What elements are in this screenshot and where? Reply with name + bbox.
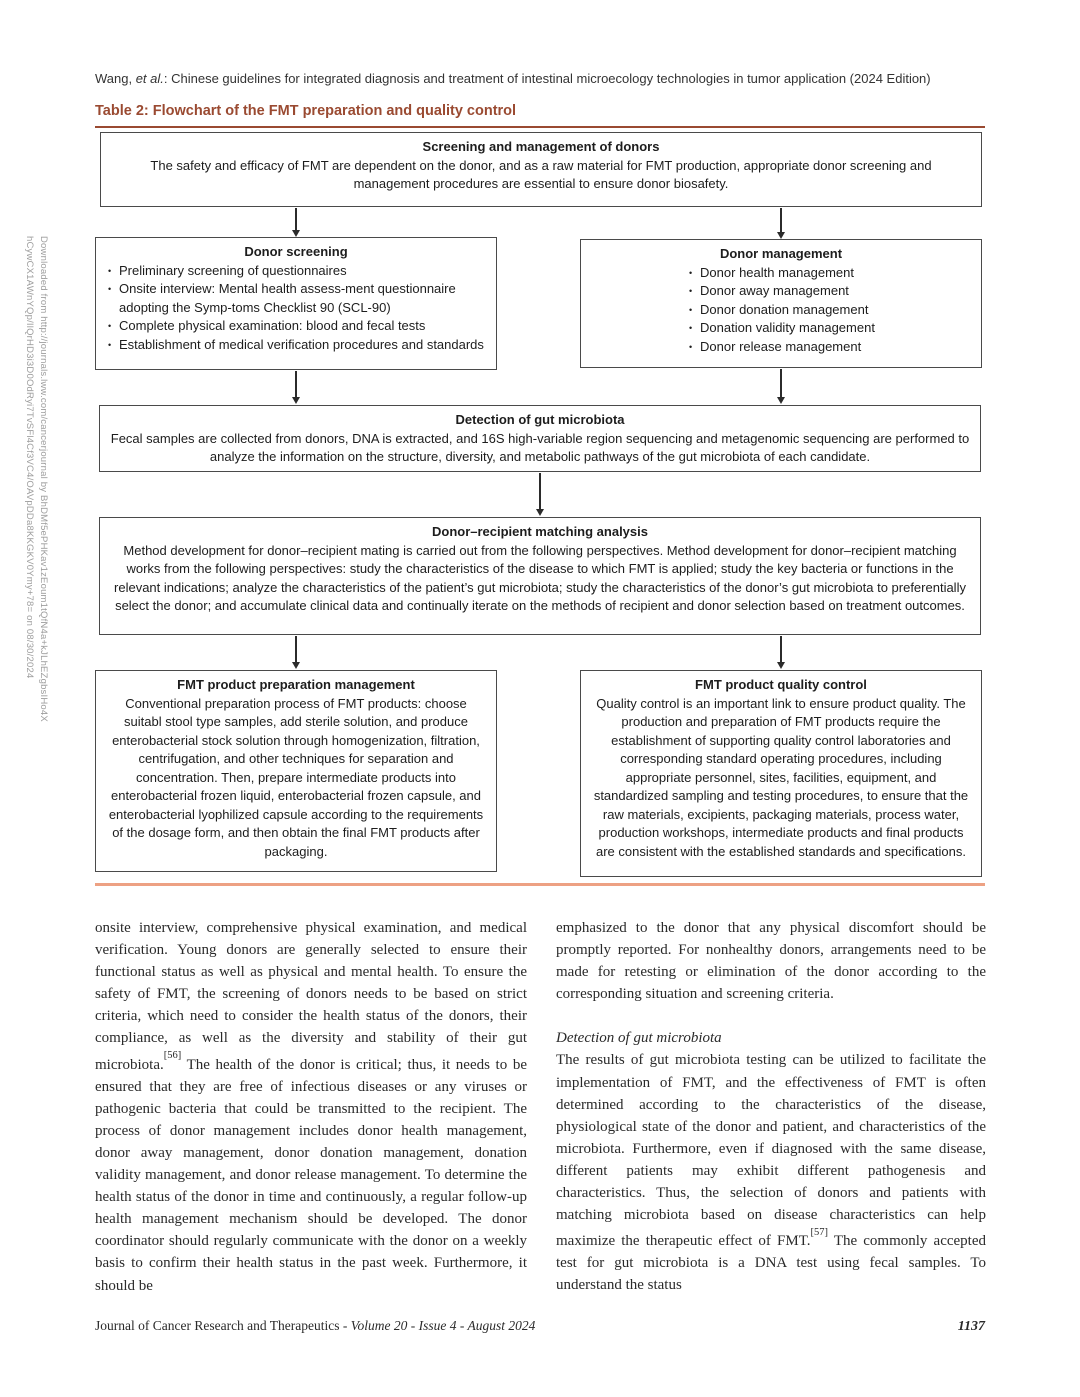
flow-box-body: Conventional preparation process of FMT products: choose suitabl stool type samples, add sterile solution, and produce enterobacterial stock solution through homogenization, filtration, centrifugation, and other techniques for separation and concentration. Then, prepare intermediate products into enterobacterial frozen liquid, enterobacterial frozen capsule, and enterobacterial lyophilized capsule according to the requirements of the dosage form, and then obtain the final FMT products after packaging.	[108, 695, 484, 859]
list-item: • Establishment of medical verification procedures and standards	[106, 336, 486, 355]
running-head-title: : Chinese guidelines for integrated diagnosis and treatment of intestinal microecology technologies in tumor application (2024 Edition)	[163, 71, 931, 86]
list-item: • Onsite interview: Mental health assess-ment questionnaire adopting the Symp-toms Checklist 90 (SCL-90)	[106, 280, 486, 317]
paragraph	[95, 917, 527, 1297]
body-column-right	[556, 917, 986, 1297]
section-heading: Detection of gut microbiota	[556, 1030, 722, 1047]
flow-box-body: Quality control is an important link to ensure product quality. The production and preparation of FMT products require the establishment of supporting quality control laboratories and corresponding standard operating procedures, including appropriate personnel, sites, facilities, equipment, and standardized sampling and testing procedures, to ensure that the raw materials, excipients, packaging materials, process water, production workshops, intermediate products and final products are consistent with the established standards and specifications.	[593, 695, 969, 859]
flow-box-body: The safety and efficacy of FMT are dependent on the donor, and as a raw material for FMT production, appropriate donor screening and management procedures are essential to ensure donor biosafety.	[150, 157, 932, 191]
caption-rule	[95, 126, 985, 128]
flow-box-body: Fecal samples are collected from donors, DNA is extracted, and 16S high-variable region sequencing and metagenomic sequencing are performed to analyze the information on the structure, diversity, and metabolic pathways of the gut microbiota of each candidate.	[110, 430, 970, 464]
flow-box-fmt-product-preparation	[95, 670, 497, 872]
paragraph-text: The commonly accepted test for gut microbiota is a DNA test using fecal samples. To understand the status	[556, 1233, 986, 1294]
table-caption: Table 2: Flowchart of the FMT preparation and quality control	[95, 103, 517, 119]
running-head-etal: et al.	[135, 71, 164, 86]
flow-box-title: Detection of gut microbiota	[455, 412, 625, 427]
watermark-line-1: Downloaded from http://journals.lww.com/cancerjournal by BhDMf5ePHKav1zEoum1tQfN4a+kJLhEZgbsIHo4X	[38, 236, 49, 722]
flow-box-donor-screening	[95, 237, 497, 370]
arrow-down-icon	[776, 636, 786, 669]
list-item: • Donor away management	[687, 282, 875, 301]
journal-name: Journal of Cancer Research and Therapeutics	[95, 1318, 343, 1333]
page-footer	[95, 1318, 985, 1335]
flow-box-screening-management	[100, 132, 982, 207]
issue-info: - Volume 20 - Issue 4 - August 2024	[342, 1318, 536, 1333]
paragraph-text: The health of the donor is critical; thus, it needs to be ensured that they are free of infectious diseases or any viruses or pathogenic bacteria that could be transmitted to the recipient. The process of donor management includes donor health management, donor away management, donor donation management, donation validity management, and donor release management. To determine the health status of the donor in time and continuously, a regular follow-up health management mechanism should be developed. The donor coordinator should regularly communicate with the donor on a weekly basis to confirm their health status in the past week. Furthermore, it should be	[95, 1056, 527, 1294]
arrow-down-icon	[291, 208, 301, 237]
donor-screening-list	[106, 262, 486, 355]
footer-journal-line	[95, 1318, 535, 1334]
arrow-down-icon	[291, 636, 301, 669]
flow-box-title: Donor management	[719, 246, 843, 261]
list-item: • Donation validity management	[687, 319, 875, 338]
reference-marker: [56]	[163, 1050, 182, 1062]
arrow-down-icon	[291, 371, 301, 404]
list-item: • Complete physical examination: blood and fecal tests	[106, 317, 486, 336]
donor-management-list	[687, 264, 875, 357]
flow-box-donor-recipient-matching	[99, 517, 981, 635]
arrow-down-icon	[776, 208, 786, 239]
flow-box-detection-gut-microbiota	[99, 405, 981, 472]
flow-box-title: Screening and management of donors	[422, 139, 660, 154]
flow-box-title: FMT product preparation management	[177, 677, 415, 692]
flow-box-donor-management	[580, 239, 982, 368]
watermark-line-2: hCywCX1AWnYQp/IlQrHD3i3D0OdRyi7TvSFl4Cf3VC4/OAVpDDa8KKGKV0Ymy+78= on 08/30/2024	[24, 236, 35, 679]
paragraph	[556, 1049, 986, 1296]
list-item: • Preliminary screening of questionnaires	[106, 262, 486, 281]
list-item: • Donor release management	[687, 338, 875, 357]
flow-box-title: Donor–recipient matching analysis	[431, 524, 648, 539]
paragraph-text: The results of gut microbiota testing can be utilized to facilitate the implementation of FMT, and the effectiveness of FMT is often determined according to the characteristics of the disease, physiological state of the donor and patient, and characteristics of the microbiota. Furthermore, even if diagnosed with the same disease, different patients may exhibit different pathogenesis and characteristics. Thus, the selection of donors and patients with matching microbiota based on disease characteristics can help maximize the therapeutic effect of FMT.	[556, 1052, 986, 1250]
list-item: • Donor health management	[687, 264, 875, 283]
download-watermark	[22, 236, 50, 856]
paragraph-text: onsite interview, comprehensive physical examination, and medical verification. Young donors are generally selected to ensure their functional status as well as physical and mental health. To ensure the safety of FMT, the screening of donors needs to be based on strict criteria, which need to consider the health status of the donors, their compliance, as well as the diversity and stability of their gut microbiota.	[95, 920, 527, 1073]
reference-marker: [57]	[810, 1226, 828, 1238]
arrow-down-icon	[776, 369, 786, 404]
page-number: 1137	[957, 1319, 985, 1334]
running-head-authors: Wang,	[95, 71, 136, 86]
flow-box-body: Method development for donor–recipient mating is carried out from the following perspectives. Method development for donor–recipient matching works from the following perspectives: study the characteristics of the disease to which FMT is applied; study the key bacteria or functions in the relevant indications; analyze the characteristics of the patient’s gut microbiota; study the characteristics of the donor’s gut microbiota to preferentially select the donor; and accumulate clinical data and continually iterate on the methods of recipient and donor selection based on treatment outcomes.	[114, 542, 966, 613]
paragraph: emphasized to the donor that any physical discomfort should be promptly reported. For nonhealthy donors, arrangements need to be made for retesting or elimination of the donor according to the corresponding situation and screening criteria.	[556, 920, 986, 1003]
running-head	[95, 71, 995, 86]
flow-box-fmt-product-quality-control	[580, 670, 982, 877]
flow-box-title: Donor screening	[244, 244, 348, 259]
list-item: • Donor donation management	[687, 301, 875, 320]
arrow-down-icon	[535, 473, 545, 516]
body-column-left	[95, 917, 527, 1297]
table-bottom-rule	[95, 883, 985, 886]
flow-box-title: FMT product quality control	[695, 677, 867, 692]
